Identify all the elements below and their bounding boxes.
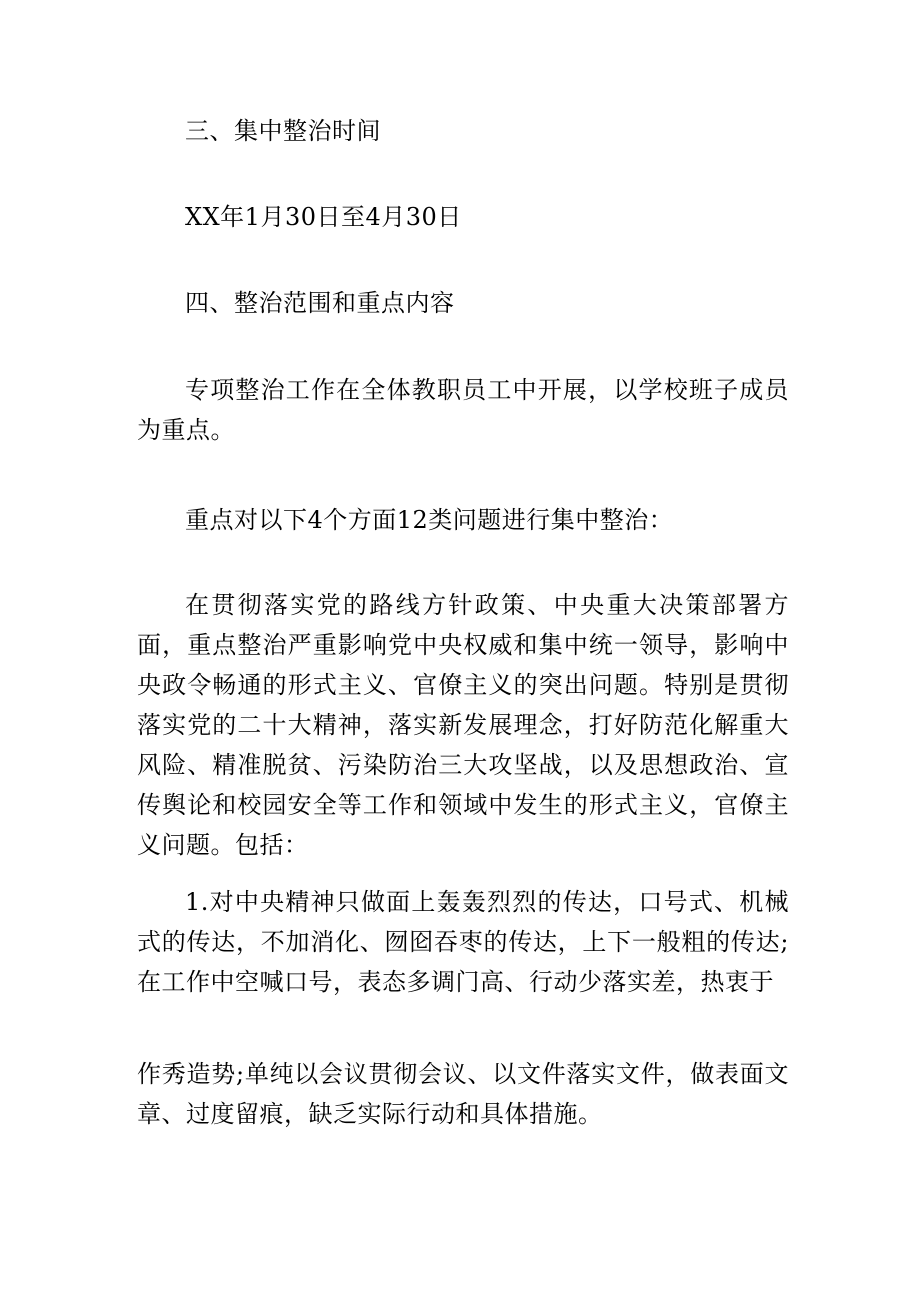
focus-intro-paragraph: 重点对以下4个方面12类问题进行集中整治： <box>185 506 674 534</box>
aspect-one-paragraph: 在贯彻落实党的路线方针政策、中央重大决策部署方面，重点整治严重影响党中央权威和集中统一领导，影响中央政令畅通的形式主义、官僚主义的突出问题。特别是贯彻落实党的二十大精神，落实新发展理念，打好防范化解重大风险、精准脱贫、污染防治三大攻坚战，以及思想政治、宣传舆论和校园安全等工作和领域中发生的形式主义，官僚主义问题。包括： <box>137 591 789 859</box>
section-heading-scope: 四、整治范围和重点内容 <box>185 289 455 317</box>
scope-paragraph: 专项整治工作在全体教职员工中开展，以学校班子成员为重点。 <box>137 376 789 444</box>
rectification-period: XX年1月30日至4月30日 <box>185 203 462 231</box>
item-one-paragraph: 1.对中央精神只做面上轰轰烈烈的传达，口号式、机械式的传达，不加消化、囫囵吞枣的传达，上下一般粗的传达;在工作中空喊口号，表态多调门高、行动少落实差，热衷于 <box>137 888 789 996</box>
section-heading-time: 三、集中整治时间 <box>185 117 381 145</box>
item-one-continuation: 作秀造势;单纯以会议贯彻会议、以文件落实文件，做表面文章、过度留痕，缺乏实际行动和具体措施。 <box>137 1060 789 1128</box>
